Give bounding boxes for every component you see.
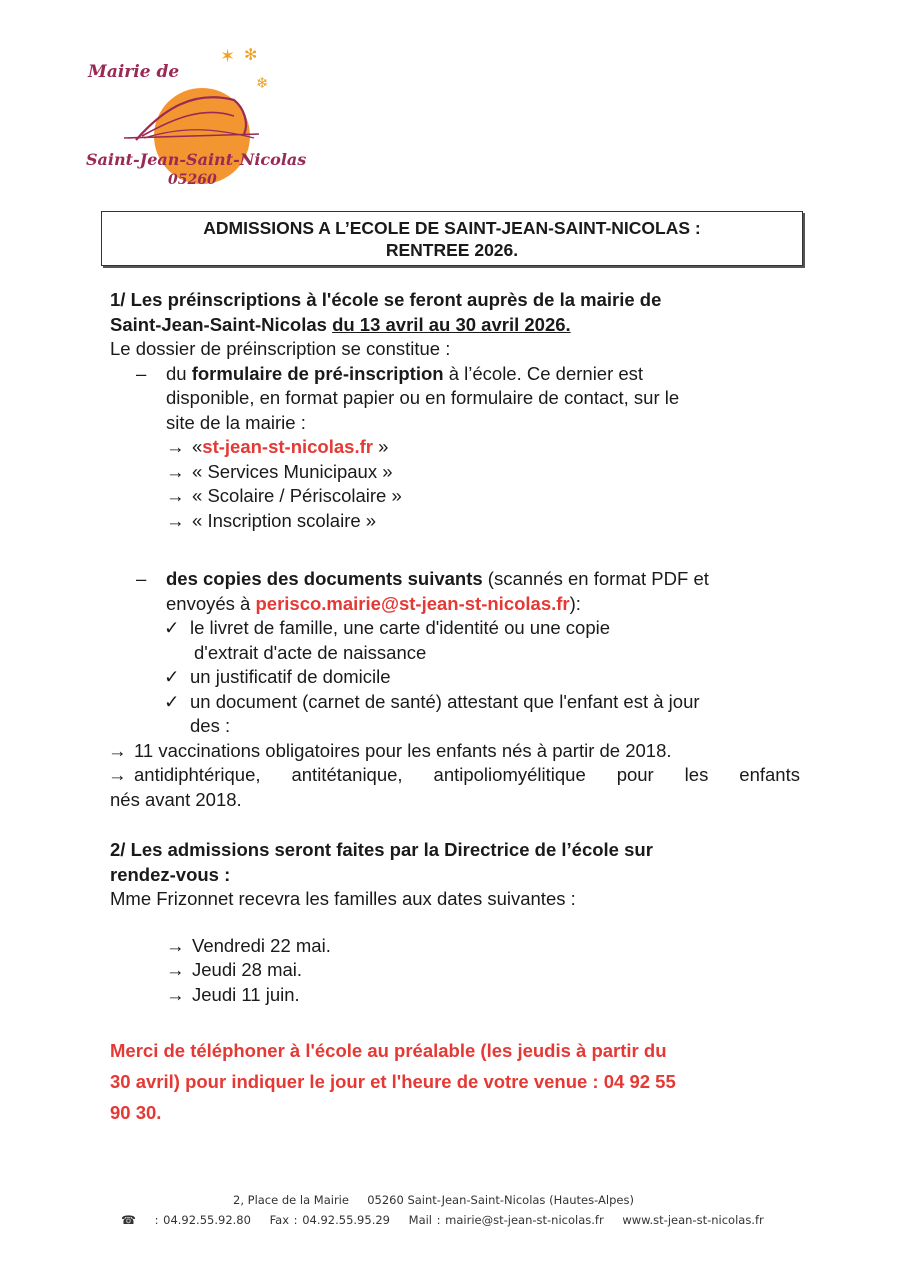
footer-fax: Fax : 04.92.55.95.29: [269, 1213, 390, 1227]
section2-heading: 2/ Les admissions seront faites par la Directrice de l’école sur rendez-vous :: [110, 839, 653, 885]
arrow-icon: →: [108, 764, 127, 785]
title-line-1: ADMISSIONS A L’ECOLE DE SAINT-JEAN-SAINT-NICOLAS :: [203, 218, 701, 238]
check-icon: ✓: [164, 666, 180, 687]
path-step: → « Scolaire / Périscolaire »: [166, 484, 800, 509]
list-item-documents: – des copies des documents suivants (scannés en format PDF et envoyés à perisco.mairie@st-jean-st-nicolas.fr):: [136, 568, 709, 614]
dash-bullet: –: [136, 568, 147, 589]
path-step: → « Services Municipaux »: [166, 460, 800, 485]
svg-text:✻: ✻: [244, 45, 258, 64]
list-item-form: – du formulaire de pré-inscription à l’école. Ce dernier est disponible, en format papier ou en formulaire de contact, sur le site de la mairie :: [136, 362, 680, 433]
footer-website[interactable]: www.st-jean-st-nicolas.fr: [622, 1213, 764, 1227]
vaccination-line-2-cont: nés avant 2018.: [110, 788, 242, 810]
arrow-icon: →: [166, 460, 185, 482]
arrow-icon: →: [166, 934, 185, 956]
checklist-item: ✓ un justificatif de domicile: [110, 665, 800, 690]
mairie-logo: [84, 38, 344, 198]
dash-bullet: –: [136, 362, 147, 384]
date-item: → Vendredi 22 mai.: [166, 934, 800, 959]
vaccination-line-2: → antidiphtérique, antitétanique, antipoliomyélitique pour les enfants: [108, 763, 800, 788]
section1-heading: 1/ Les préinscriptions à l'école se feront auprès de la mairie de Saint-Jean-Saint-Nicolas du 13 avril au 30 avril 2026.: [110, 289, 662, 335]
document-body: [110, 288, 800, 1128]
date-item: → Jeudi 28 mai.: [166, 958, 800, 983]
website-path: [110, 435, 800, 533]
phone-notice: Merci de téléphoner à l'école au préalable (les jeudis à partir du 30 avril) pour indiquer le jour et l'heure de votre venue : 04 92 55 90 30.: [110, 1040, 676, 1123]
stars-icon: [220, 45, 269, 92]
section2-intro: Mme Frizonnet recevra les familles aux dates suivantes :: [110, 888, 576, 909]
arrow-icon: →: [166, 485, 185, 506]
checklist-item: ✓ le livret de famille, une carte d'identité ou une copie d'extrait d'acte de naissance: [164, 617, 611, 663]
arrow-icon: →: [166, 509, 185, 531]
arrow-icon: →: [108, 739, 127, 761]
check-icon: ✓: [164, 617, 180, 638]
registration-dates: du 13 avril au 30 avril 2026.: [332, 313, 571, 335]
path-step: → « Inscription scolaire »: [166, 509, 800, 534]
phone-icon: ☎: [121, 1213, 136, 1227]
path-step: → «st-jean-st-nicolas.fr »: [166, 435, 800, 460]
check-icon: ✓: [164, 690, 180, 712]
arrow-icon: →: [166, 983, 185, 1005]
appointment-dates: [110, 934, 800, 1008]
svg-text:❄: ❄: [256, 74, 269, 92]
svg-text:✶: ✶: [220, 46, 236, 67]
vaccination-line-1: → 11 vaccinations obligatoires pour les enfants nés à partir de 2018.: [108, 739, 800, 764]
footer-address: 2, Place de la Mairie 05260 Saint-Jean-Saint-Nicolas (Hautes-Alpes): [233, 1193, 634, 1207]
footer-mail[interactable]: Mail : mairie@st-jean-st-nicolas.fr: [408, 1213, 604, 1227]
logo-top-text: Mairie de: [88, 62, 180, 82]
title-line-2: RENTREE 2026.: [385, 240, 519, 260]
email-link[interactable]: perisco.mairie@st-jean-st-nicolas.fr: [255, 592, 570, 614]
date-item: → Jeudi 11 juin.: [166, 983, 800, 1008]
footer-contacts: [121, 1213, 764, 1227]
checklist-item: ✓ un document (carnet de santé) attestant que l'enfant est à jour des :: [164, 690, 700, 736]
footer-phone: ☎ : 04.92.55.92.80: [121, 1213, 251, 1227]
website-link[interactable]: st-jean-st-nicolas.fr: [202, 436, 373, 457]
logo-town-name: Saint-Jean-Saint-Nicolas: [86, 150, 307, 169]
section1-intro: Le dossier de préinscription se constitue :: [110, 338, 451, 359]
logo-zip: 05260: [168, 172, 217, 188]
document-title: [101, 211, 803, 266]
arrow-icon: →: [166, 436, 185, 457]
arrow-icon: →: [166, 959, 185, 980]
